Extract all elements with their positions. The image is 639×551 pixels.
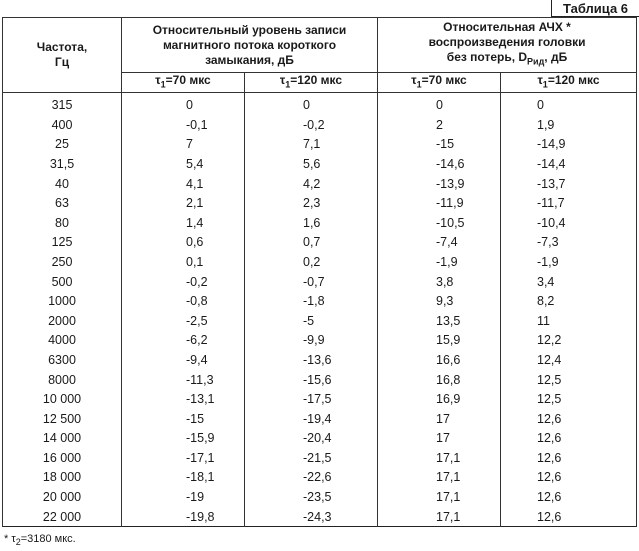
table-row <box>3 193 637 213</box>
frequency-cell: 1000 <box>3 291 122 311</box>
frequency-cell: 16 000 <box>3 448 122 468</box>
recording-tau120-cell: 7,1 <box>245 135 378 155</box>
recording-tau70-cell: -15 <box>122 409 245 429</box>
playback-tau70-cell: 0 <box>378 93 501 115</box>
playback-tau70-cell: 17,1 <box>378 507 501 527</box>
table-row <box>3 370 637 390</box>
recording-tau70-cell: 7 <box>122 135 245 155</box>
playback-tau70-cell: 15,9 <box>378 331 501 351</box>
playback-tau120-cell: -13,7 <box>501 174 637 194</box>
playback-tau120-cell: 3,4 <box>501 272 637 292</box>
recording-tau120-cell: -24,3 <box>245 507 378 527</box>
header-row-main <box>3 18 637 73</box>
recording-tau120-cell: -5 <box>245 311 378 331</box>
playback-tau70-cell: 16,6 <box>378 350 501 370</box>
playback-tau70-cell: -10,5 <box>378 213 501 233</box>
table-row <box>3 448 637 468</box>
table-row <box>3 252 637 272</box>
frequency-cell: 10 000 <box>3 389 122 409</box>
table-row <box>3 507 637 527</box>
recording-tau70-cell: -17,1 <box>122 448 245 468</box>
playback-tau120-cell: 12,6 <box>501 448 637 468</box>
recording-tau120-cell: -22,6 <box>245 468 378 488</box>
footnote: * $\tau_2=3180$ мкс. <box>4 533 76 548</box>
playback-tau70-cell: -7,4 <box>378 233 501 253</box>
frequency-cell: 31,5 <box>3 154 122 174</box>
recording-tau120-header: $\tau_1=120$ мкс <box>245 73 378 93</box>
frequency-cell: 22 000 <box>3 507 122 527</box>
recording-tau120-cell: 0 <box>245 93 378 115</box>
frequency-column-header <box>3 18 122 93</box>
recording-tau70-cell: -6,2 <box>122 331 245 351</box>
playback-tau120-cell: -14,4 <box>501 154 637 174</box>
playback-tau120-cell: 12,6 <box>501 487 637 507</box>
table-row <box>3 331 637 351</box>
recording-tau70-cell: 5,4 <box>122 154 245 174</box>
frequency-cell: 250 <box>3 252 122 272</box>
table-row <box>3 389 637 409</box>
table-row <box>3 291 637 311</box>
playback-response-group-header <box>378 18 637 73</box>
recording-tau70-cell: 0,1 <box>122 252 245 272</box>
recording-tau120-cell: -0,7 <box>245 272 378 292</box>
frequency-cell: 80 <box>3 213 122 233</box>
table-row <box>3 233 637 253</box>
recording-tau120-cell: 0,2 <box>245 252 378 272</box>
recording-tau120-cell: 1,6 <box>245 213 378 233</box>
frequency-cell: 500 <box>3 272 122 292</box>
table-caption: Таблица 6 <box>551 0 639 17</box>
recording-tau120-cell: -0,2 <box>245 115 378 135</box>
recording-level-header-line2: магнитного потока короткого <box>162 37 337 52</box>
playback-tau120-cell: 12,6 <box>501 507 637 527</box>
playback-tau70-cell: 17 <box>378 409 501 429</box>
recording-tau120-cell: 0,7 <box>245 233 378 253</box>
table-body <box>3 93 637 527</box>
recording-tau70-cell: 1,4 <box>122 213 245 233</box>
recording-tau120-cell: 2,3 <box>245 193 378 213</box>
table-row <box>3 350 637 370</box>
playback-tau70-header: $\tau_1=70$ мкс <box>378 73 501 93</box>
recording-level-header-line3: замыкания, дБ <box>205 52 294 67</box>
recording-tau70-cell: -19 <box>122 487 245 507</box>
table-row <box>3 487 637 507</box>
playback-tau120-cell: 12,2 <box>501 331 637 351</box>
playback-tau70-cell: 16,9 <box>378 389 501 409</box>
playback-tau120-cell: 12,6 <box>501 428 637 448</box>
table-row <box>3 213 637 233</box>
frequency-cell: 6300 <box>3 350 122 370</box>
playback-response-header-line3: без потерь, $D_{Рид}$, дБ <box>446 50 568 67</box>
frequency-cell: 63 <box>3 193 122 213</box>
playback-tau70-cell: 16,8 <box>378 370 501 390</box>
frequency-cell: 400 <box>3 115 122 135</box>
table-row <box>3 93 637 115</box>
playback-tau120-cell: -11,7 <box>501 193 637 213</box>
frequency-header-line2: Гц <box>54 55 70 70</box>
frequency-cell: 25 <box>3 135 122 155</box>
recording-tau70-cell: 4,1 <box>122 174 245 194</box>
playback-tau120-cell: -10,4 <box>501 213 637 233</box>
playback-tau120-cell: 0 <box>501 93 637 115</box>
recording-level-header-line1: Относительный уровень записи <box>152 22 347 37</box>
recording-tau70-cell: -0,1 <box>122 115 245 135</box>
table-row <box>3 311 637 331</box>
frequency-cell: 125 <box>3 233 122 253</box>
recording-tau70-cell: 2,1 <box>122 193 245 213</box>
recording-tau70-cell: 0,6 <box>122 233 245 253</box>
recording-tau120-cell: -20,4 <box>245 428 378 448</box>
playback-tau120-header: $\tau_1=120$ мкс <box>501 73 637 93</box>
playback-tau70-cell: -14,6 <box>378 154 501 174</box>
playback-tau70-cell: 9,3 <box>378 291 501 311</box>
recording-tau120-cell: -17,5 <box>245 389 378 409</box>
table-row <box>3 468 637 488</box>
recording-tau70-cell: -13,1 <box>122 389 245 409</box>
playback-tau120-cell: 12,5 <box>501 370 637 390</box>
playback-tau70-cell: 2 <box>378 115 501 135</box>
table-row <box>3 115 637 135</box>
playback-tau120-cell: 11 <box>501 311 637 331</box>
playback-tau70-cell: 3,8 <box>378 272 501 292</box>
playback-tau120-cell: 12,6 <box>501 409 637 429</box>
recording-tau120-cell: -9,9 <box>245 331 378 351</box>
recording-tau120-cell: -15,6 <box>245 370 378 390</box>
playback-tau120-cell: 12,4 <box>501 350 637 370</box>
recording-tau70-cell: -15,9 <box>122 428 245 448</box>
frequency-cell: 4000 <box>3 331 122 351</box>
frequency-cell: 40 <box>3 174 122 194</box>
recording-tau70-cell: -18,1 <box>122 468 245 488</box>
recording-tau70-cell: -0,2 <box>122 272 245 292</box>
playback-tau120-cell: -14,9 <box>501 135 637 155</box>
frequency-cell: 315 <box>3 93 122 115</box>
playback-tau70-cell: 13,5 <box>378 311 501 331</box>
data-table <box>2 17 637 527</box>
playback-response-header-line1: Относительная АЧХ * <box>443 20 571 35</box>
playback-tau70-cell: -11,9 <box>378 193 501 213</box>
table-row <box>3 154 637 174</box>
playback-tau70-cell: -13,9 <box>378 174 501 194</box>
recording-tau70-cell: -19,8 <box>122 507 245 527</box>
frequency-cell: 14 000 <box>3 428 122 448</box>
recording-tau120-cell: 4,2 <box>245 174 378 194</box>
playback-tau70-cell: 17,1 <box>378 468 501 488</box>
recording-tau70-cell: -9,4 <box>122 350 245 370</box>
frequency-cell: 12 500 <box>3 409 122 429</box>
frequency-header-line1: Частота, <box>36 40 88 55</box>
recording-tau120-cell: -1,8 <box>245 291 378 311</box>
playback-tau70-cell: 17,1 <box>378 487 501 507</box>
frequency-cell: 8000 <box>3 370 122 390</box>
playback-tau70-cell: -1,9 <box>378 252 501 272</box>
recording-tau120-cell: -13,6 <box>245 350 378 370</box>
recording-tau70-cell: -11,3 <box>122 370 245 390</box>
table-row <box>3 428 637 448</box>
table-row <box>3 135 637 155</box>
table-row <box>3 272 637 292</box>
playback-tau70-cell: 17,1 <box>378 448 501 468</box>
playback-tau120-cell: -1,9 <box>501 252 637 272</box>
table-row <box>3 409 637 429</box>
playback-tau120-cell: 1,9 <box>501 115 637 135</box>
playback-response-header-line2: воспроизведения головки <box>428 35 586 50</box>
recording-level-group-header <box>122 18 378 73</box>
recording-tau120-cell: -21,5 <box>245 448 378 468</box>
recording-tau70-cell: -2,5 <box>122 311 245 331</box>
recording-tau70-cell: 0 <box>122 93 245 115</box>
frequency-cell: 2000 <box>3 311 122 331</box>
playback-tau120-cell: 8,2 <box>501 291 637 311</box>
frequency-cell: 20 000 <box>3 487 122 507</box>
playback-tau70-cell: 17 <box>378 428 501 448</box>
playback-tau70-cell: -15 <box>378 135 501 155</box>
playback-tau120-cell: 12,6 <box>501 468 637 488</box>
recording-tau120-cell: -23,5 <box>245 487 378 507</box>
recording-tau70-header: $\tau_1=70$ мкс <box>122 73 245 93</box>
playback-tau120-cell: 12,5 <box>501 389 637 409</box>
frequency-cell: 18 000 <box>3 468 122 488</box>
table-row <box>3 174 637 194</box>
playback-tau120-cell: -7,3 <box>501 233 637 253</box>
recording-tau120-cell: 5,6 <box>245 154 378 174</box>
recording-tau70-cell: -0,8 <box>122 291 245 311</box>
recording-tau120-cell: -19,4 <box>245 409 378 429</box>
